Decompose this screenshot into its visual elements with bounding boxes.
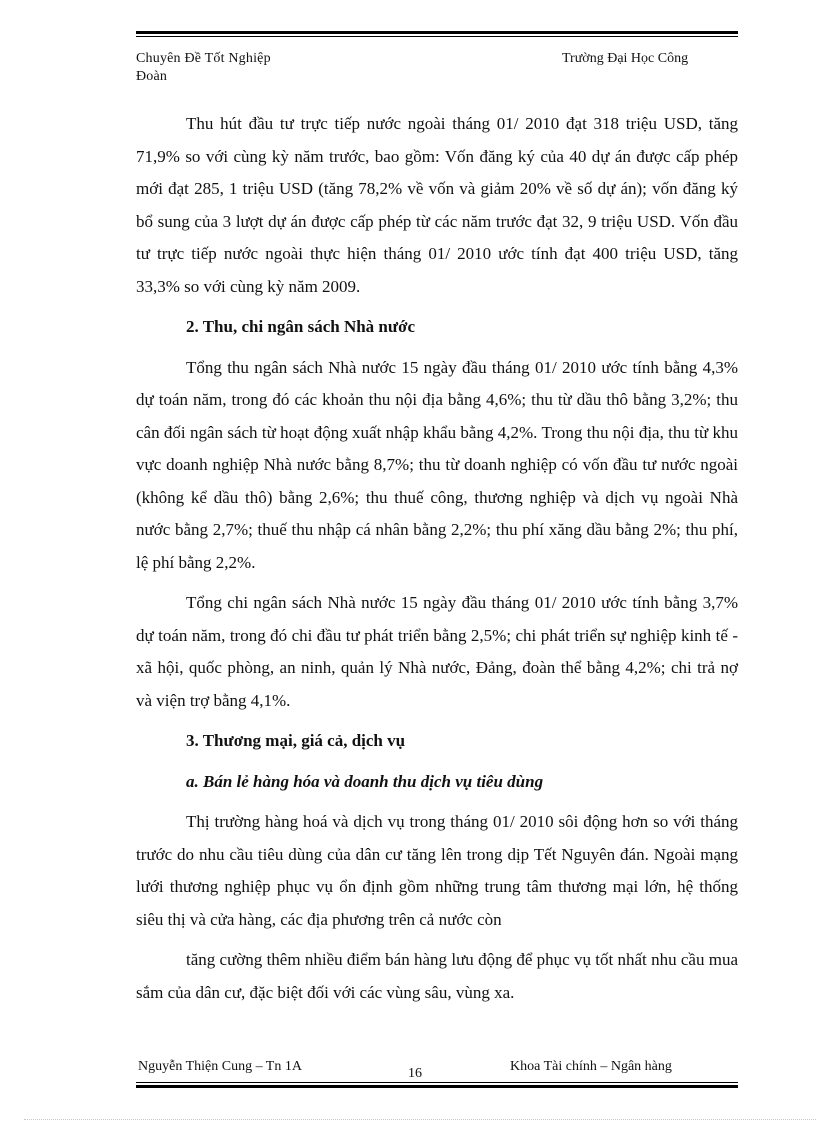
subheading-retail: a. Bán lẻ hàng hóa và doanh thu dịch vụ tiêu dùng [186,771,544,791]
header-rule-thick [136,31,738,34]
footer-rule-thin [136,1082,738,1083]
footer-rule-thick [136,1085,738,1088]
footer-author: Nguyễn Thiện Cung – Tn 1A [138,1059,302,1074]
page-number: 16 [408,1066,422,1081]
paragraph-budget-revenue: Tổng thu ngân sách Nhà nước 15 ngày đầu tháng 01/ 2010 ước tính bằng 4,3% dự toán năm, trong đó các khoản thu nội địa bằng 4,6%; thu từ dầu thô bằng 3,2%; thu cân đối ngân sách từ hoạt động xuất nhập khẩu bằng 4,2%. Trong thu nội địa, thu từ khu vực doanh nghiệp Nhà nước bằng 8,7%; thu từ doanh nghiệp có vốn đầu tư nước ngoài (không kể dầu thô) bằng 2,6%; thu thuế công, thương nghiệp và dịch vụ ngoài Nhà nước bằng 2,7%; thuế thu nhập cá nhân bằng 2,2%; thu phí xăng dầu bằng 2%; thu phí, lệ phí bằng 2,2%. [136,357,738,572]
header-left-line1: Chuyên Đề Tốt Nghiệp Đoàn [136,51,271,84]
heading-trade-prices: 3. Thương mại, giá cả, dịch vụ [186,731,406,750]
paragraph-retail-market: Thị trường hàng hoá và dịch vụ trong tháng 01/ 2010 sôi động hơn so với tháng trước do nhu cầu tiêu dùng của dân cư tăng lên trong dịp Tết Nguyên đán. Ngoài mạng lưới thương nghiệp phục vụ ổn định gồm những trung tâm thương mại lớn, hệ thống siêu thị và cửa hàng, các địa phương trên cả nước còn [136,812,738,929]
header-right-text: Trường Đại Học Công [562,51,689,66]
document-body [136,108,738,1009]
page-edge-divider [24,1119,816,1120]
footer-department: Khoa Tài chính – Ngân hàng [510,1059,672,1074]
heading-budget: 2. Thu, chi ngân sách Nhà nước [186,317,416,336]
header-rule-thin [136,36,738,37]
paragraph-budget-expenditure: Tổng chi ngân sách Nhà nước 15 ngày đầu tháng 01/ 2010 ước tính bằng 3,7% dự toán năm, trong đó chi đầu tư phát triển bằng 2,5%; chi phát triển sự nghiệp kinh tế - xã hội, quốc phòng, an ninh, quản lý Nhà nước, Đảng, đoàn thể bằng 4,2%; chi trả nợ và viện trợ bằng 4,1%. [136,593,738,710]
header-left-text [136,50,271,86]
paragraph-retail-mobile: tăng cường thêm nhiều điểm bán hàng lưu động để phục vụ tốt nhất nhu cầu mua sắm của dân cư, đặc biệt đối với các vùng sâu, vùng xa. [136,950,738,1002]
paragraph-fdi: Thu hút đầu tư trực tiếp nước ngoài tháng 01/ 2010 đạt 318 triệu USD, tăng 71,9% so với cùng kỳ năm trước, bao gồm: Vốn đăng ký của 40 dự án được cấp phép mới đạt 285, 1 triệu USD (tăng 78,2% về vốn và giảm 20% về số dự án); vốn đăng ký bổ sung của 3 lượt dự án được cấp phép từ các năm trước đạt 32, 9 triệu USD. Vốn đầu tư trực tiếp nước ngoài thực hiện tháng 01/ 2010 ước tính đạt 400 triệu USD, tăng 33,3% so với cùng kỳ năm 2009. [136,114,738,296]
